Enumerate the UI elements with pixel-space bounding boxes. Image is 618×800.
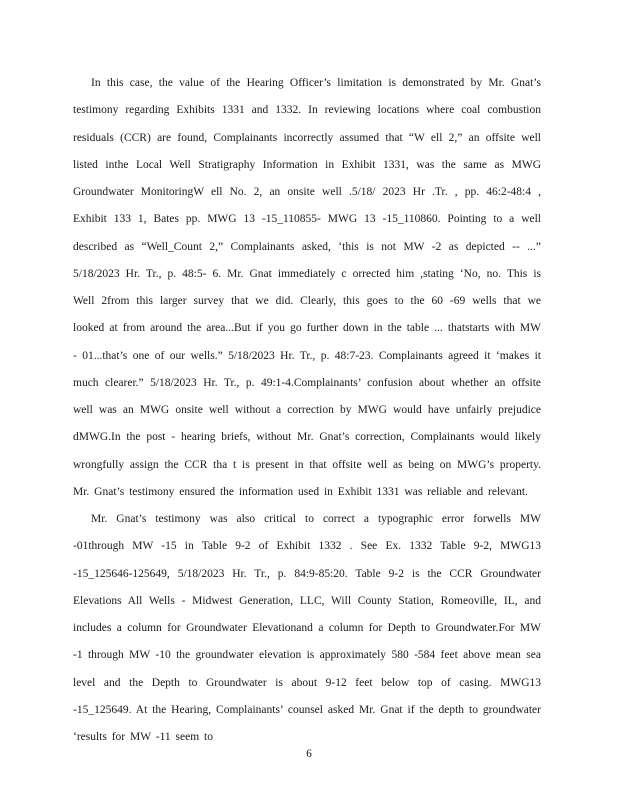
paragraph-text: Mr. Gnat’s testimony was also critical to correct a typographic error forwells MW -01through MW -15 in Table 9-2 of Exhibit 1332 . See Ex. 1332 Table 9-2, MWG13 -15_125646-125649, 5/18/2023 Hr. Tr., p. 84:9-85:20. Table 9-2 is the CCR Groundwater Elevations All Wells - Midwest Generation, LLC, Will County Station, Romeoville, IL, and includes a column for Groundwater Elevationand a column for Depth to Groundwater.For MW -1 through MW -10 the groundwater elevation is approximately 580 -584 feet above mean sea level and the Depth to Groundwater is about 9-12 feet below top of casing. MWG13 -15_125649. At the Hearing, Complainants’ counsel asked Mr. Gnat if the depth to groundwater ‘results for MW -11 seem to: [73, 513, 541, 743]
body-text: [73, 70, 541, 751]
paragraph-text: In this case, the value of the Hearing Officer’s limitation is demonstrated by Mr. Gnat’s testimony regarding Exhibits 1331 and 1332. In reviewing locations where coal combustion residuals (CCR) are found, Complainants incorrectly assumed that “W ell 2,” an offsite well listed inthe Local Well Stratigraphy Information in Exhibit 1331, was the same as MWG Groundwater MonitoringW ell No. 2, an onsite well .5/18/ 2023 Hr .Tr. , pp. 46:2-48:4 , Exhibit 133 1, Bates pp. MWG 13 -15_110855- MWG 13 -15_110860. Pointing to a well described as “Well_Count 2,” Complainants asked, ‘this is not MW -2 as depicted -- ...” 5/18/2023 Hr. Tr., p. 48:5- 6. Mr. Gnat immediately c orrected him ,stating ‘No, no. This is Well 2from this larger survey that we did. Clearly, this goes to the 60 -69 wells that we looked at from around the area...But if you go further down in the table ... thatstarts with MW - 01...that’s one of our wells.” 5/18/2023 Hr. Tr., p. 48:7-23. Complainants agreed it ‘makes it much clearer.” 5/18/2023 Hr. Tr., p. 49:1-4.Complainants’ confusion about whether an offsite well was an MWG onsite well without a correction by MWG would have unfairly prejudice dMWG.In the post - hearing briefs, without Mr. Gnat’s correction, Complainants would likely wrongfully assign the CCR tha t is present in that offsite well as being on MWG’s property. Mr. Gnat’s testimony ensured the information used in Exhibit 1331 was reliable and relevant.: [73, 77, 541, 498]
paragraph-typographic-error: [73, 506, 541, 751]
paragraph-well-2-testimony: [73, 70, 541, 506]
page-number: 6: [306, 748, 312, 760]
